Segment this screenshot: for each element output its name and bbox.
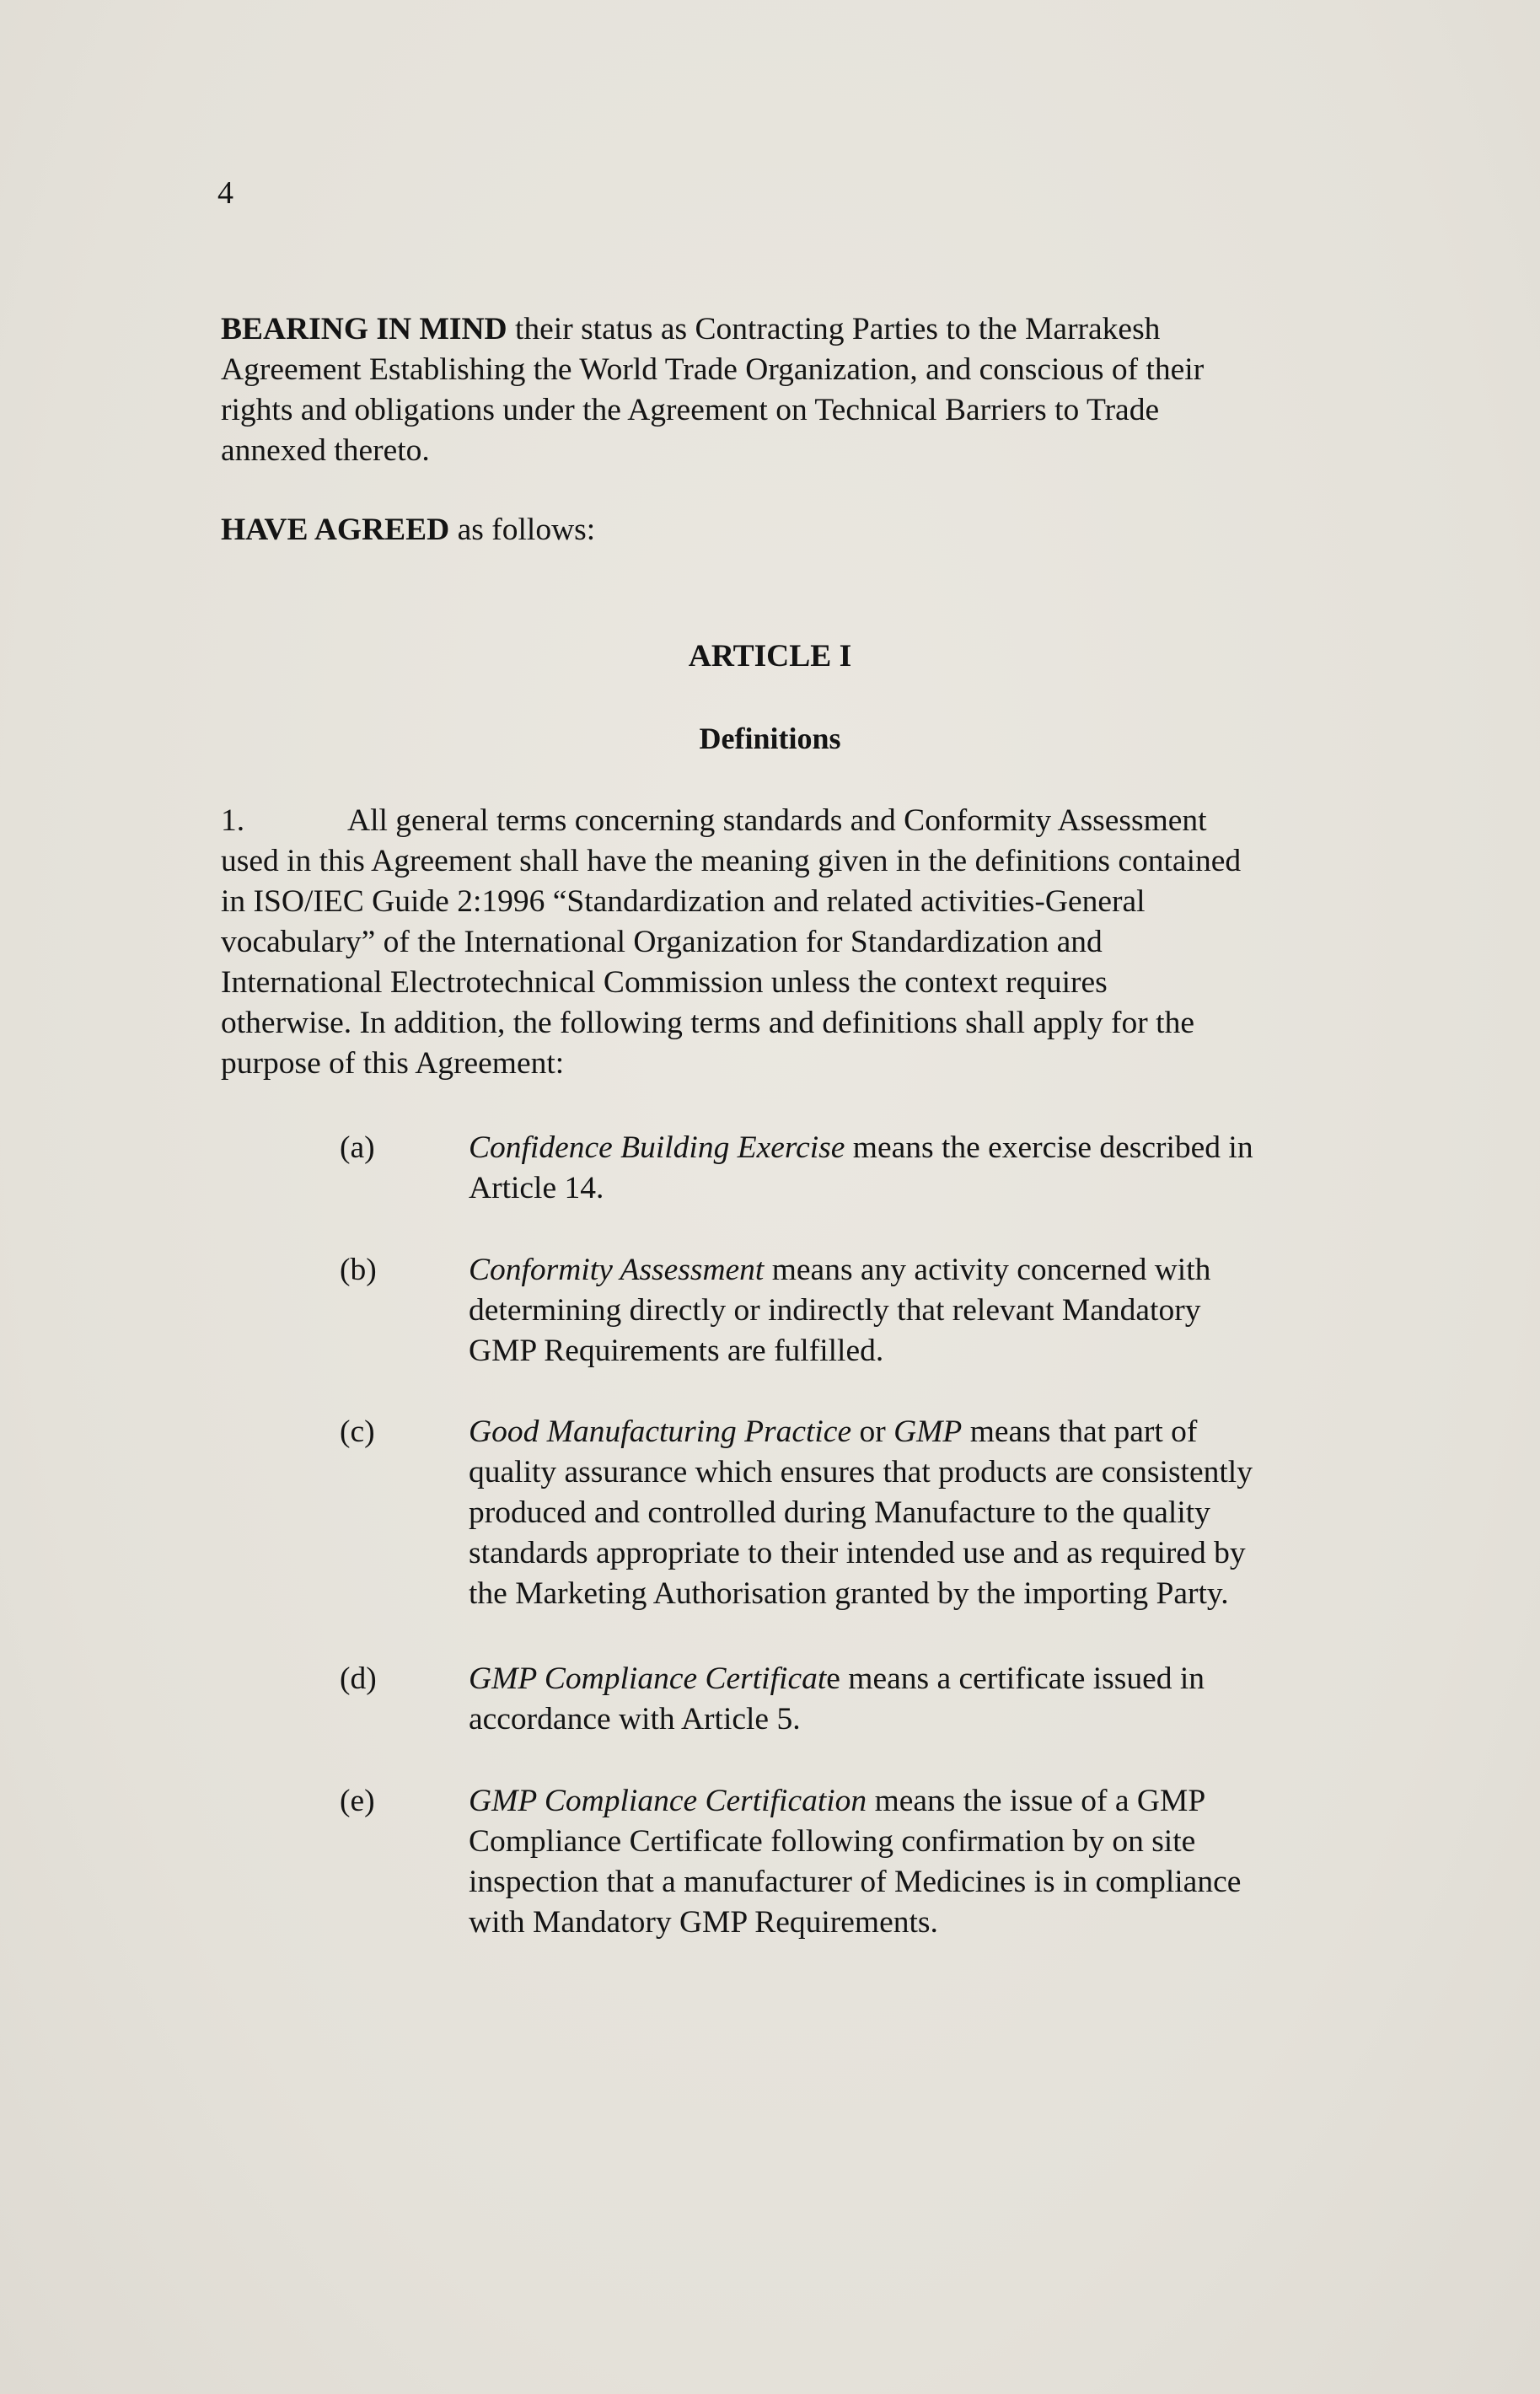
definition-label: (a) xyxy=(340,1130,375,1165)
definition-text: means the exercise described in xyxy=(845,1130,1253,1165)
definition-text: the Marketing Authorisation granted by the importing Party. xyxy=(469,1576,1229,1611)
agreed-lead: HAVE AGREED xyxy=(221,513,450,547)
defined-term: Good Manufacturing Practice xyxy=(469,1414,852,1449)
definition-text: determining directly or indirectly that relevant Mandatory xyxy=(469,1293,1201,1328)
definition-text: produced and controlled during Manufacture to the quality xyxy=(469,1495,1210,1530)
definition-text: means any activity concerned with xyxy=(764,1253,1211,1287)
definition-text: means that part of xyxy=(962,1414,1198,1449)
article-heading: ARTICLE I xyxy=(688,639,852,674)
definition-text: Article 14. xyxy=(469,1171,604,1205)
definition-text: standards appropriate to their intended use and as required by xyxy=(469,1536,1246,1570)
preamble-line-3: rights and obligations under the Agreement on Technical Barriers to Trade xyxy=(221,393,1160,427)
definition-text: or xyxy=(851,1414,894,1449)
page-number: 4 xyxy=(217,175,233,211)
paragraph-1-line-1: All general terms concerning standards and Conformity Assessment xyxy=(347,803,1207,838)
article-subheading: Definitions xyxy=(699,722,841,755)
paragraph-1-line-4: vocabulary” of the International Organization for Standardization and xyxy=(221,925,1103,959)
definition-label: (b) xyxy=(340,1253,377,1287)
definition-text: inspection that a manufacturer of Medicines is in compliance xyxy=(469,1865,1242,1899)
paragraph-1-line-3: in ISO/IEC Guide 2:1996 “Standardization and related activities-General xyxy=(221,884,1146,919)
paragraph-number: 1. xyxy=(221,803,245,838)
definition-text: with Mandatory GMP Requirements. xyxy=(469,1905,938,1940)
paragraph-1 xyxy=(221,801,1401,1084)
defined-term: Confidence Building Exercise xyxy=(469,1130,845,1165)
preamble-line-1-rest: their status as Contracting Parties to the Marrakesh xyxy=(507,312,1161,346)
preamble-paragraph xyxy=(221,309,1401,471)
definition-text: Compliance Certificate following confirmation by on site xyxy=(469,1824,1196,1859)
defined-term-abbreviation: GMP xyxy=(893,1414,963,1449)
definition-label: (d) xyxy=(340,1661,377,1696)
definition-label: (c) xyxy=(340,1414,375,1449)
preamble-lead: BEARING IN MIND xyxy=(221,312,507,346)
paragraph-1-line-2: used in this Agreement shall have the meaning given in the definitions contained xyxy=(221,844,1242,878)
preamble-line-1 xyxy=(221,309,1401,350)
definition-label: (e) xyxy=(340,1784,375,1818)
definition-text: quality assurance which ensures that products are consistently xyxy=(469,1455,1253,1490)
agreed-paragraph xyxy=(221,510,1401,550)
paragraph-1-line-5: International Electrotechnical Commission unless the context requires xyxy=(221,965,1108,1000)
defined-term: GMP Compliance Certificat xyxy=(469,1661,827,1696)
paragraph-1-line-6: otherwise. In addition, the following terms and definitions shall apply for the xyxy=(221,1006,1194,1040)
defined-term: Conformity Assessment xyxy=(469,1253,765,1287)
preamble-line-2: Agreement Establishing the World Trade Organization, and conscious of their xyxy=(221,352,1205,387)
preamble-line-4: annexed thereto. xyxy=(221,433,430,468)
agreed-rest: as follows: xyxy=(449,513,596,547)
defined-term: GMP Compliance Certification xyxy=(469,1784,867,1818)
definition-text: means the issue of a GMP xyxy=(867,1784,1206,1818)
definition-text: GMP Requirements are fulfilled. xyxy=(469,1334,884,1368)
definition-text: e means a certificate issued in xyxy=(826,1661,1205,1696)
paragraph-1-line-7: purpose of this Agreement: xyxy=(221,1046,565,1081)
definition-text: accordance with Article 5. xyxy=(469,1702,801,1736)
